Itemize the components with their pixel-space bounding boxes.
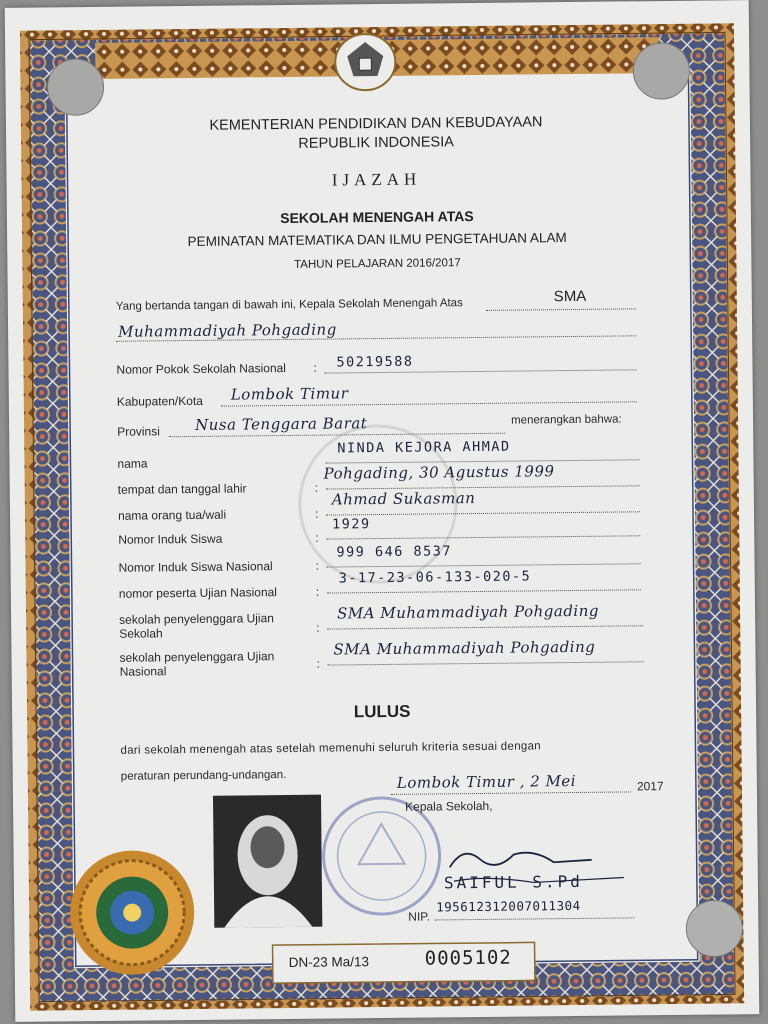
parent-label: nama orang tua/wali xyxy=(117,507,227,523)
nip-value: 195612312007011304 xyxy=(436,897,581,915)
declares-text: menerangkan bahwa: xyxy=(510,413,622,427)
regency-value: Lombok Timur xyxy=(230,384,349,404)
province-label: Provinsi xyxy=(117,424,160,439)
nip-label: NIP. xyxy=(408,909,431,924)
place-date: Lombok Timur , 2 Mei xyxy=(396,771,577,792)
parent-value: Ahmad Sukasman xyxy=(331,489,476,509)
name-label: nama xyxy=(117,456,148,471)
signature-role: Kepala Sekolah, xyxy=(405,798,493,814)
result-statement-2: peraturan perundang-undangan. xyxy=(120,769,287,783)
exam-number-value: 3-17-23-06-133-020-5 xyxy=(338,568,532,587)
npsn-value: 50219588 xyxy=(336,353,414,371)
form-code: DN-23 Ma/13 xyxy=(288,954,370,971)
country-name: REPUBLIK INDONESIA xyxy=(298,134,454,152)
student-name: NINDA KEJORA AHMAD xyxy=(337,438,511,457)
serial-number: 0005102 xyxy=(424,946,512,970)
school-level: SEKOLAH MENENGAH ATAS xyxy=(280,208,474,227)
national-exam-value: SMA Muhammadiyah Pohgading xyxy=(333,637,596,659)
nisn-value: 999 646 8537 xyxy=(336,543,453,561)
signer-name: SAIFUL S.Pd xyxy=(443,871,583,893)
school-type: SMA xyxy=(553,287,587,306)
birth-label: tempat dan tanggal lahir xyxy=(117,481,247,497)
nis-label: Nomor Induk Siswa xyxy=(118,531,223,547)
school-exam-value: SMA Muhammadiyah Pohgading xyxy=(336,601,600,623)
npsn-label: Nomor Pokok Sekolah Nasional xyxy=(116,360,286,377)
result-statement-1: dari sekolah menengah atas setelah memenuhi seluruh kriteria sesuai dengan xyxy=(120,740,542,757)
school-year: TAHUN PELAJARAN 2016/2017 xyxy=(294,257,461,271)
regency-label: Kabupaten/Kota xyxy=(116,393,203,409)
nis-value: 1929 xyxy=(332,516,371,533)
program-name: PEMINATAN MATEMATIKA DAN ILMU PENGETAHUAN ALAM xyxy=(187,230,567,250)
document-title: IJAZAH xyxy=(331,169,422,190)
ministry-name: KEMENTERIAN PENDIDIKAN DAN KEBUDAYAAN xyxy=(209,114,543,134)
school-name: Muhammadiyah Pohgading xyxy=(118,320,337,341)
school-exam-label: sekolah penyelenggara Ujian Sekolah xyxy=(119,611,274,641)
birth-value: Pohgading, 30 Agustus 1999 xyxy=(323,462,555,483)
nisn-label: Nomor Induk Siswa Nasional xyxy=(118,559,273,575)
exam-number-label: nomor peserta Ujian Nasional xyxy=(118,585,278,601)
intro-text: Yang bertanda tangan di bawah ini, Kepala Sekolah Menengah Atas xyxy=(115,297,463,313)
certificate-paper: KEMENTERIAN PENDIDIKAN DAN KEBUDAYAAN REPUBLIK INDONESIA IJAZAH SEKOLAH MENENGAH ATAS PEMINATAN MATEMATIKA DAN ILMU PENGETAHUAN ALAM TAHUN PELAJARAN 2016/2017 Yang bertanda tangan di bawah ini, Kepala Sekolah Menengah Atas SMA Muhammadiyah Pohgading Nomor Pokok Sekolah Nasional : 50219588 Kabupaten/Kota Lombok Timur Provinsi Nusa Tenggara Barat menerangkan bahwa: nama NINDA KEJORA AHMAD tempat dan tanggal lahir : Pohgading, 30 Agustus 1999 nama orang tua/wali : Ahmad Sukasman Nomor Induk Siswa : 1929 Nomor Induk Siswa Nasional : 999 646 8537 nomor peserta Ujian Nasional : 3-17-23-06-133-020-5 sekolah penyelenggara Ujian Sekolah : SMA Muhammadiyah Pohgading sekolah penyelenggara Ujian Nasional : SMA Muhammadiyah Pohgading LULUS dari sekolah menengah atas setelah memenuhi seluruh kriteria sesuai dengan peraturan perundang-undangan. Lombok Timur , 2 Mei 2017 Kepala Sekolah, SAIFUL S.Pd NIP. 195612312007011304 DN-23 Ma/13 0005102 xyxy=(5,0,760,1022)
signature-year: 2017 xyxy=(636,779,664,794)
national-exam-label: sekolah penyelenggara Ujian Nasional xyxy=(119,649,275,679)
province-value: Nusa Tenggara Barat xyxy=(194,414,368,434)
result-status: LULUS xyxy=(353,701,411,722)
